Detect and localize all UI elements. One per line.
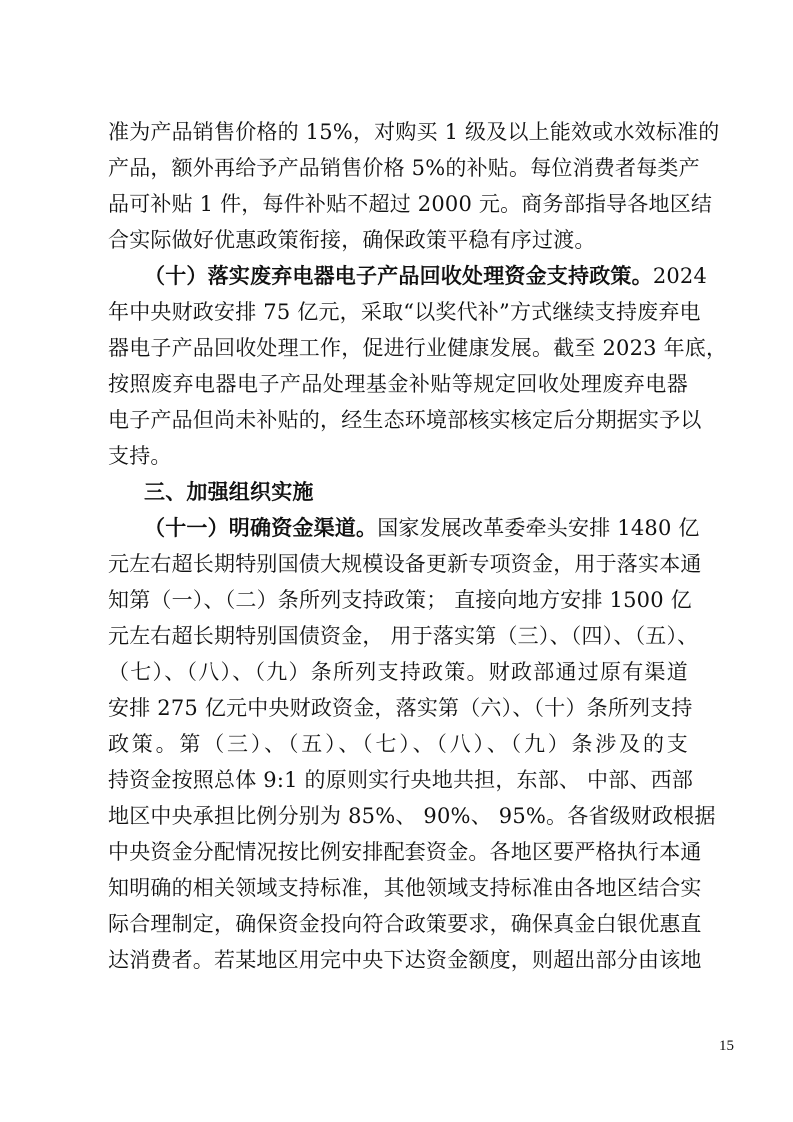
paragraph-line-10: 支持。 xyxy=(108,444,172,468)
paragraph-line-17: 安排 275 亿元中央财政资金，落实第（六）、（十）条所列支持 xyxy=(108,696,693,720)
section-ten-heading: （十）落实废弃电器电子产品回收处理资金支持政策。 xyxy=(144,264,653,288)
section-ten-first-line xyxy=(144,256,708,296)
section-three-heading: 三、加强组织实施 xyxy=(144,480,314,504)
paragraph-line-7: 器电子产品回收处理工作，促进行业健康发展。截至 2023 年底， xyxy=(108,336,728,360)
paragraph-line-20: 地区中央承担比例分别为 85%、 90%、 95%。各省级财政根据 xyxy=(108,804,716,828)
page-number: 15 xyxy=(719,1038,734,1054)
paragraph-line-19: 持资金按照总体 9:1 的原则实行央地共担，东部、 中部、西部 xyxy=(108,768,694,792)
paragraph-line-14: 知第（一）、（二）条所列支持政策； 直接向地方安排 1500 亿 xyxy=(108,588,692,612)
paragraph-line-3: 品可补贴 1 件，每件补贴不超过 2000 元。商务部指导各地区结 xyxy=(108,192,713,216)
section-eleven-first-line xyxy=(144,508,700,548)
paragraph-line-18: 政策。第（三）、（五）、（七）、（八）、（九）条涉及的支 xyxy=(108,732,688,756)
section-eleven-heading: （十一）明确资金渠道。 xyxy=(144,516,378,540)
paragraph-line-15: 元左右超长期特别国债资金， 用于落实第（三）、（四）、（五）、 xyxy=(108,624,699,648)
paragraph-line-2: 产品，额外再给予产品销售价格 5%的补贴。每位消费者每类产 xyxy=(108,156,700,180)
paragraph-line-9: 电子产品但尚未补贴的，经生态环境部核实核定后分期据实予以 xyxy=(108,408,702,432)
paragraph-line-8: 按照废弃电器电子产品处理基金补贴等规定回收处理废弃电器 xyxy=(108,372,688,396)
paragraph-line-1: 准为产品销售价格的 15%，对购买 1 级及以上能效或水效标准的 xyxy=(108,120,720,144)
paragraph-line-23: 际合理制定，确保资金投向符合政策要求，确保真金白银优惠直 xyxy=(108,912,702,936)
paragraph-line-16: （七）、（八）、（九）条所列支持政策。财政部通过原有渠道 xyxy=(108,660,688,684)
paragraph-line-13: 元左右超长期特别国债大规模设备更新专项资金，用于落实本通 xyxy=(108,552,702,576)
paragraph-line-6: 年中央财政安排 75 亿元，采取“以奖代补”方式继续支持废弃电 xyxy=(108,300,701,324)
section-ten-year: 2024 xyxy=(652,264,708,288)
paragraph-line-22: 知明确的相关领域支持标准，其他领域支持标准由各地区结合实 xyxy=(108,876,702,900)
section-eleven-text: 国家发展改革委牵头安排 1480 亿 xyxy=(377,516,700,540)
paragraph-line-4: 合实际做好优惠政策衔接，确保政策平稳有序过渡。 xyxy=(108,228,596,252)
paragraph-line-24: 达消费者。若某地区用完中央下达资金额度，则超出部分由该地 xyxy=(108,948,702,972)
paragraph-line-21: 中央资金分配情况按比例安排配套资金。各地区要严格执行本通 xyxy=(108,840,702,864)
